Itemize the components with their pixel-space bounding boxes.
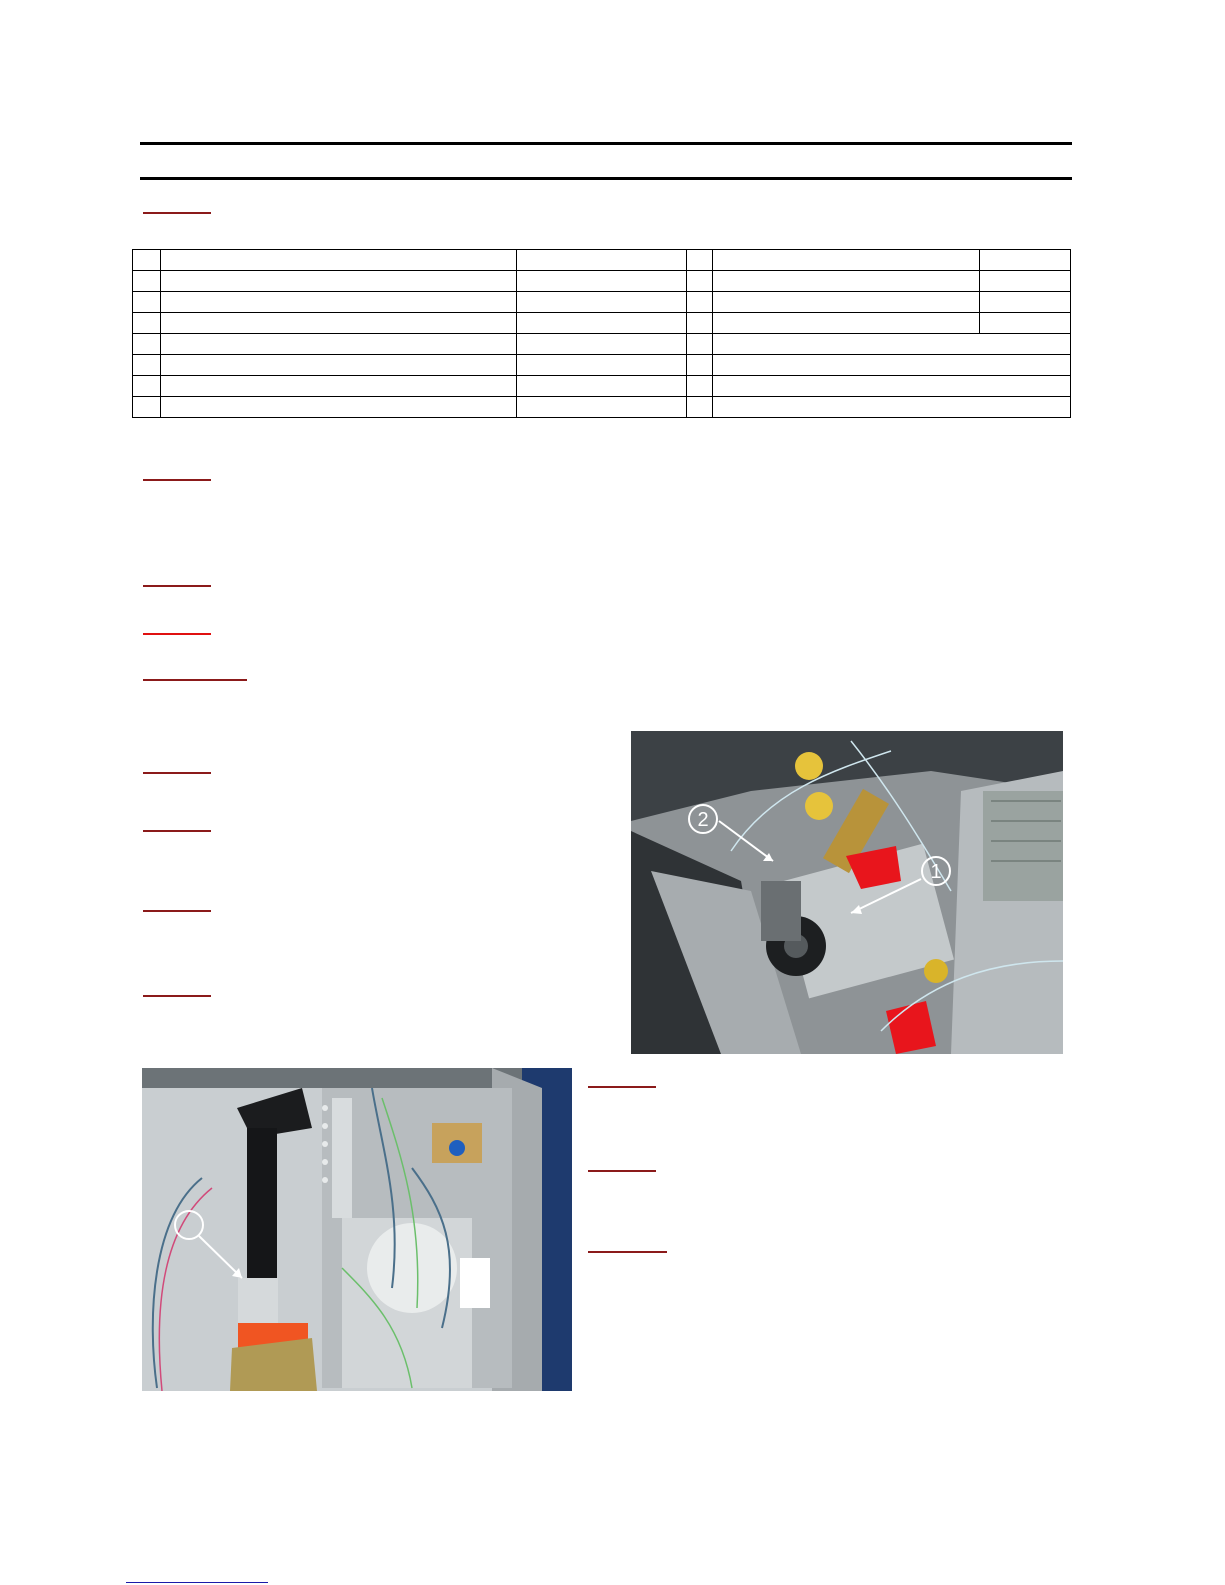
description-cell <box>713 313 980 334</box>
description-cell <box>161 271 517 292</box>
description-cell <box>713 250 980 271</box>
section-heading-underline <box>588 1170 656 1172</box>
item-number-cell <box>133 271 161 292</box>
table-row <box>133 334 1071 355</box>
table-row <box>133 271 1071 292</box>
section-heading-underline <box>143 679 247 681</box>
instrument-photo-bottom <box>142 1068 572 1391</box>
description-cell <box>713 292 980 313</box>
description-cell <box>713 334 1071 355</box>
item-number-cell <box>687 313 713 334</box>
item-number-cell <box>133 397 161 418</box>
description-cell <box>713 397 1071 418</box>
description-cell <box>713 376 1071 397</box>
part-number-cell <box>980 292 1071 313</box>
callout-label-2: 2 <box>697 809 709 831</box>
section-heading-underline <box>143 633 211 635</box>
table-row <box>133 376 1071 397</box>
header-top-rule <box>140 142 1072 145</box>
item-number-cell <box>687 334 713 355</box>
section-heading-underline <box>588 1251 667 1253</box>
part-number-cell <box>980 271 1071 292</box>
part-number-cell <box>517 397 687 418</box>
part-number-cell <box>517 313 687 334</box>
item-number-cell <box>687 355 713 376</box>
part-number-cell <box>980 250 1071 271</box>
item-number-cell <box>687 250 713 271</box>
description-cell <box>161 334 517 355</box>
parts-table <box>132 249 1071 418</box>
part-number-cell <box>517 271 687 292</box>
item-number-cell <box>133 292 161 313</box>
description-cell <box>161 397 517 418</box>
table-row <box>133 292 1071 313</box>
table-row <box>133 355 1071 376</box>
description-cell <box>161 250 517 271</box>
section-heading-underline <box>143 479 211 481</box>
item-number-cell <box>133 334 161 355</box>
description-cell <box>713 271 980 292</box>
table-row <box>133 250 1071 271</box>
footer-link[interactable] <box>126 1582 268 1583</box>
header-text <box>140 150 1072 174</box>
section-heading-underline <box>143 830 211 832</box>
item-number-cell <box>687 376 713 397</box>
part-number-cell <box>517 334 687 355</box>
section-heading-underline <box>143 212 211 214</box>
section-heading-underline <box>143 910 211 912</box>
part-number-cell <box>517 292 687 313</box>
description-cell <box>161 376 517 397</box>
description-cell <box>161 313 517 334</box>
section-heading-underline <box>143 585 211 587</box>
description-cell <box>713 355 1071 376</box>
part-number-cell <box>517 355 687 376</box>
part-number-cell <box>980 313 1071 334</box>
section-heading-underline <box>588 1086 656 1088</box>
part-number-cell <box>517 250 687 271</box>
instrument-photo-top <box>631 731 1063 1054</box>
item-number-cell <box>133 250 161 271</box>
section-heading-underline <box>143 995 211 997</box>
section-heading-underline <box>143 772 211 774</box>
item-number-cell <box>133 313 161 334</box>
item-number-cell <box>687 292 713 313</box>
description-cell <box>161 355 517 376</box>
table-row <box>133 397 1071 418</box>
callout-label-1: 1 <box>930 861 942 883</box>
header-bottom-rule <box>140 177 1072 180</box>
item-number-cell <box>133 376 161 397</box>
table-row <box>133 313 1071 334</box>
item-number-cell <box>687 271 713 292</box>
part-number-cell <box>517 376 687 397</box>
description-cell <box>161 292 517 313</box>
item-number-cell <box>133 355 161 376</box>
item-number-cell <box>687 397 713 418</box>
